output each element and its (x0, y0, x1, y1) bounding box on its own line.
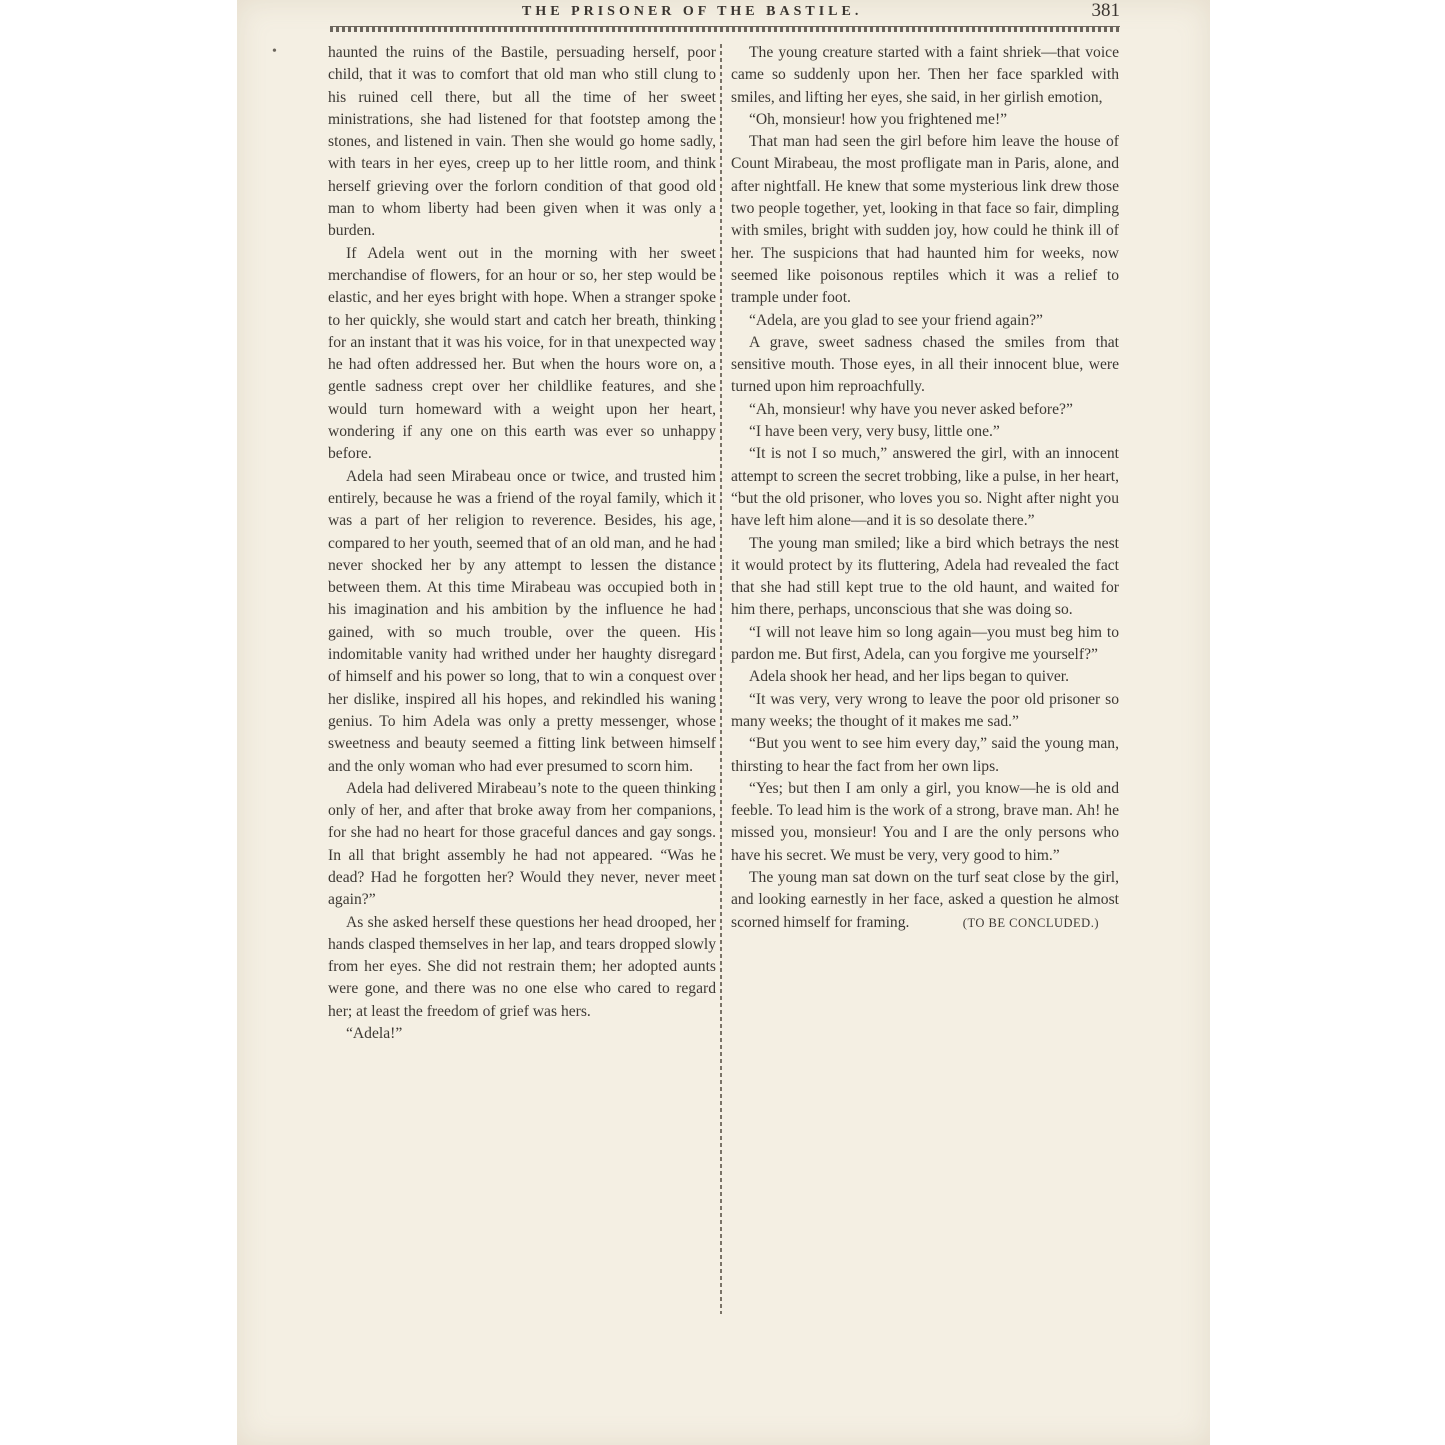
page-number: 381 (1091, 0, 1120, 21)
right-column (731, 42, 1119, 934)
paragraph: The young creature started with a faint shriek—that voice came so suddenly upon her. Then her face sparkled with smiles, and lifting her eyes, she said, in her girlish emotion, (731, 44, 1119, 106)
paragraph: Adela had seen Mirabeau once or twice, and trusted him entirely, because he was a friend of the royal family, which it was a part of her religion to reverence. Besides, his age, compared to her youth, seemed that of an old man, and he had never shocked her by any attempt to lessen the distance between them. At this time Mirabeau was occupied both in his imagination and his ambition by the influence he had gained, with so much trouble, over the queen. His indomitable vanity had writhed under her haughty disregard of himself and his power so long, that to win a conquest over her dislike, inspired all his hopes, and rekindled his waning genius. To him Adela was only a pretty messenger, whose sweetness and beauty seemed a fitting link between himself and the only woman who had ever presumed to scorn him. (328, 467, 716, 775)
paragraph: “It was very, very wrong to leave the poor old prisoner so many weeks; the thought of it makes me sad.” (731, 690, 1119, 730)
paragraph: “Oh, monsieur! how you frightened me!” (749, 110, 1008, 128)
paragraph: “Ah, monsieur! why have you never asked before?” (749, 400, 1073, 418)
header-rule (330, 26, 1120, 32)
paragraph: “It is not I so much,” answered the girl, with an innocent attempt to screen the secret trobbing, like a pulse, in her heart, “but the old prisoner, who loves you so. Night after night you have left him alone—and it is so desolate there.” (731, 445, 1119, 530)
paragraph: That man had seen the girl before him leave the house of Count Mirabeau, the most profligate man in Paris, alone, and after nightfall. He knew that some mysterious link drew those two people together, yet, looking in that face so fair, dimpling with smiles, bright with sudden joy, how could he think ill of her. The suspicions that had haunted him for weeks, now seemed like poisonous reptiles which it was a relief to trample under foot. (731, 133, 1119, 307)
paragraph-text: The young man sat down on the turf seat close by the girl, and looking earnestly in her face, asked a question he almost scorned himself for framing. (731, 868, 1119, 931)
paragraph: Adela shook her head, and her lips began to quiver. (749, 668, 1070, 686)
paragraph: The young man smiled; like a bird which betrays the nest it would protect by its fluttering, Adela had revealed the fact that she had still kept true to the old haunt, and waited for him there, perhaps, unconscious that she was doing so. (731, 534, 1119, 619)
paragraph: A grave, sweet sadness chased the smiles from that sensitive mouth. Those eyes, in all their innocent blue, were turned upon him reproachfully. (731, 333, 1119, 396)
paragraph: “Yes; but then I am only a girl, you know—he is old and feeble. To lead him is the work of a strong, brave man. Ah! he missed you, monsieur! You and I are the only persons who have his secret. We must be very, very good to him.” (731, 779, 1119, 864)
paragraph: Adela had delivered Mirabeau’s note to the queen thinking only of her, and after that broke away from her companions, for she had no heart for those graceful dances and gay songs. In all that bright assembly he had not appeared. “Was he dead? Had he forgotten her? Would they never, never meet again?” (328, 779, 716, 909)
paragraph: “I will not leave him so long again—you must beg him to pardon me. But first, Adela, can you forgive me yourself?” (731, 623, 1119, 664)
paragraph: “I have been very, very busy, little one.” (749, 423, 1000, 441)
running-header (330, 0, 1120, 26)
column-divider (720, 44, 722, 1314)
left-column (328, 42, 716, 1045)
paragraph: haunted the ruins of the Bastile, persuading herself, poor child, that it was to comfort that old man who still clung to his ruined cell there, but all the time of her sweet ministrations, she had listened for that footstep among the stones, and listened in vain. Then she would go home sadly, with tears in her eyes, creep up to her little room, and think herself grieving over the forlorn condition of that good old man to whom liberty had been given when it was only a burden. (328, 44, 716, 240)
to-be-concluded: (TO BE CONCLUDED.) (962, 915, 1099, 930)
paragraph: “Adela, are you glad to see your friend again?” (749, 311, 1043, 329)
paragraph: If Adela went out in the morning with her sweet merchandise of flowers, for an hour or so, her step would be elastic, and her eyes bright with hope. When a stranger spoke to her quickly, she would start and catch her breath, thinking for an instant that it was his voice, for in that unexpected way he had often addressed her. But when the hours wore on, a gentle sadness crept over her childlike features, and she would turn homeward with a weight upon her heart, wondering if any one on this earth was ever so unhappy before. (328, 244, 716, 463)
margin-mark: • (272, 44, 277, 59)
paragraph: “Adela!” (346, 1025, 403, 1043)
paragraph: As she asked herself these questions her head drooped, her hands clasped themselves in her lap, and tears dropped slowly from her eyes. She did not restrain them; her adopted aunts were gone, and there was no one else who cared to regard her; at least the freedom of grief was hers. (328, 913, 716, 1020)
running-title: THE PRISONER OF THE BASTILE. (522, 4, 863, 19)
paragraph: “But you went to see him every day,” said the young man, thirsting to hear the fact from her own lips. (731, 735, 1119, 775)
last-paragraph (731, 867, 1119, 934)
